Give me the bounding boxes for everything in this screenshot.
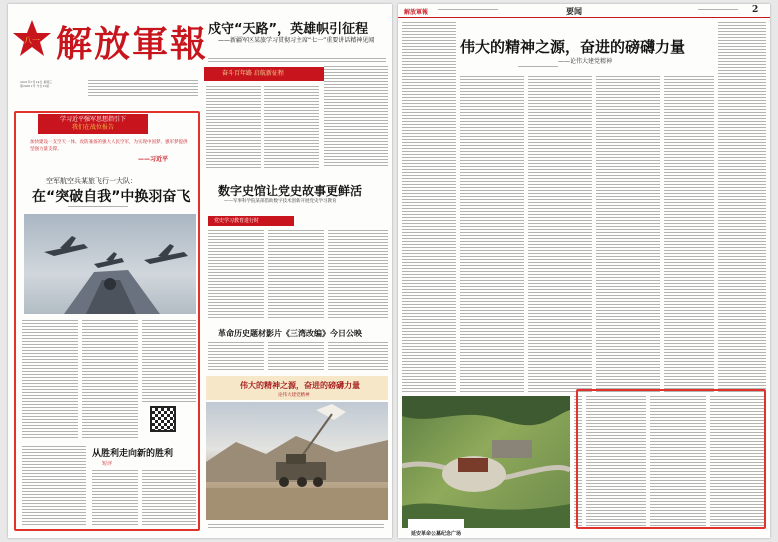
- commentary-tag: 短评: [102, 461, 113, 467]
- page-number: 2: [752, 5, 759, 15]
- spirit-subhead: 论伟大建党精神: [278, 393, 310, 398]
- film-headline: 革命历史题材影片《三湾改编》今日公映: [218, 329, 362, 338]
- spirit-headline: 伟大的精神之源，奋进的磅礴力量: [240, 381, 360, 390]
- qr-code[interactable]: [150, 406, 176, 432]
- lead-headline: 在“突破自我”中换羽奋飞: [32, 189, 191, 205]
- commentary-headline: 从胜利走向新的胜利: [92, 449, 174, 459]
- masthead: [12, 14, 209, 65]
- page2-header: [398, 4, 770, 18]
- masthead-title: 解放軍報: [56, 23, 209, 65]
- xi-column-sub-text: 我们在战位报告: [71, 124, 114, 131]
- star-emblem-icon: [12, 18, 52, 58]
- masthead-issue: 第24811号 今日12版: [20, 84, 50, 88]
- photo-caption: [408, 519, 464, 538]
- page2-main-subhead: ——论伟大建党精神: [558, 58, 613, 65]
- mid-headline: 数字史馆让党史故事更鲜活: [218, 184, 363, 198]
- page2-main-headline: 伟大的精神之源，奋进的磅礴力量: [460, 38, 686, 56]
- xi-column-label: [38, 114, 148, 134]
- xi-quote: 加快建设一支空天一体、攻防兼备的强大人民空军，为实现中国梦、强军梦提供坚强力量支撑。: [30, 140, 188, 152]
- masthead-date: 2021年7月14日 星期三: [20, 80, 53, 84]
- mid-tag: 党史学习教育进行时: [208, 216, 294, 226]
- mid-subhead: ——军事科学院某部借助数字技术创新开展党史学习教育: [224, 199, 337, 204]
- kicker: 空军航空兵某旅飞行一大队：: [46, 177, 137, 185]
- page2-masthead-mini: 解放軍報: [404, 9, 429, 16]
- page-two: [398, 4, 770, 538]
- jet-photo: [24, 214, 196, 314]
- memorial-plaza-photo: [402, 396, 570, 528]
- photo-caption-text: 延安革命公墓纪念广场: [411, 531, 462, 537]
- top-headline: 戍守“天路”，英雄帜引征程: [208, 22, 369, 37]
- banner: 奋斗百年路 启航新征程: [204, 67, 324, 81]
- svg-text:八一: 八一: [24, 36, 40, 45]
- xi-quote-attrib: ——习近平: [138, 156, 169, 163]
- rocket-launcher-photo: [206, 402, 388, 520]
- highlight-box-right: [576, 389, 766, 529]
- page2-header-title: 要闻: [566, 7, 582, 16]
- xi-column-label-text: 学习近平强军思想指引下: [59, 116, 126, 123]
- front-page: [8, 4, 392, 538]
- top-subhead: ——新疆军区某旅学习贯彻习主席“七一”重要讲话精神见闻: [218, 37, 375, 44]
